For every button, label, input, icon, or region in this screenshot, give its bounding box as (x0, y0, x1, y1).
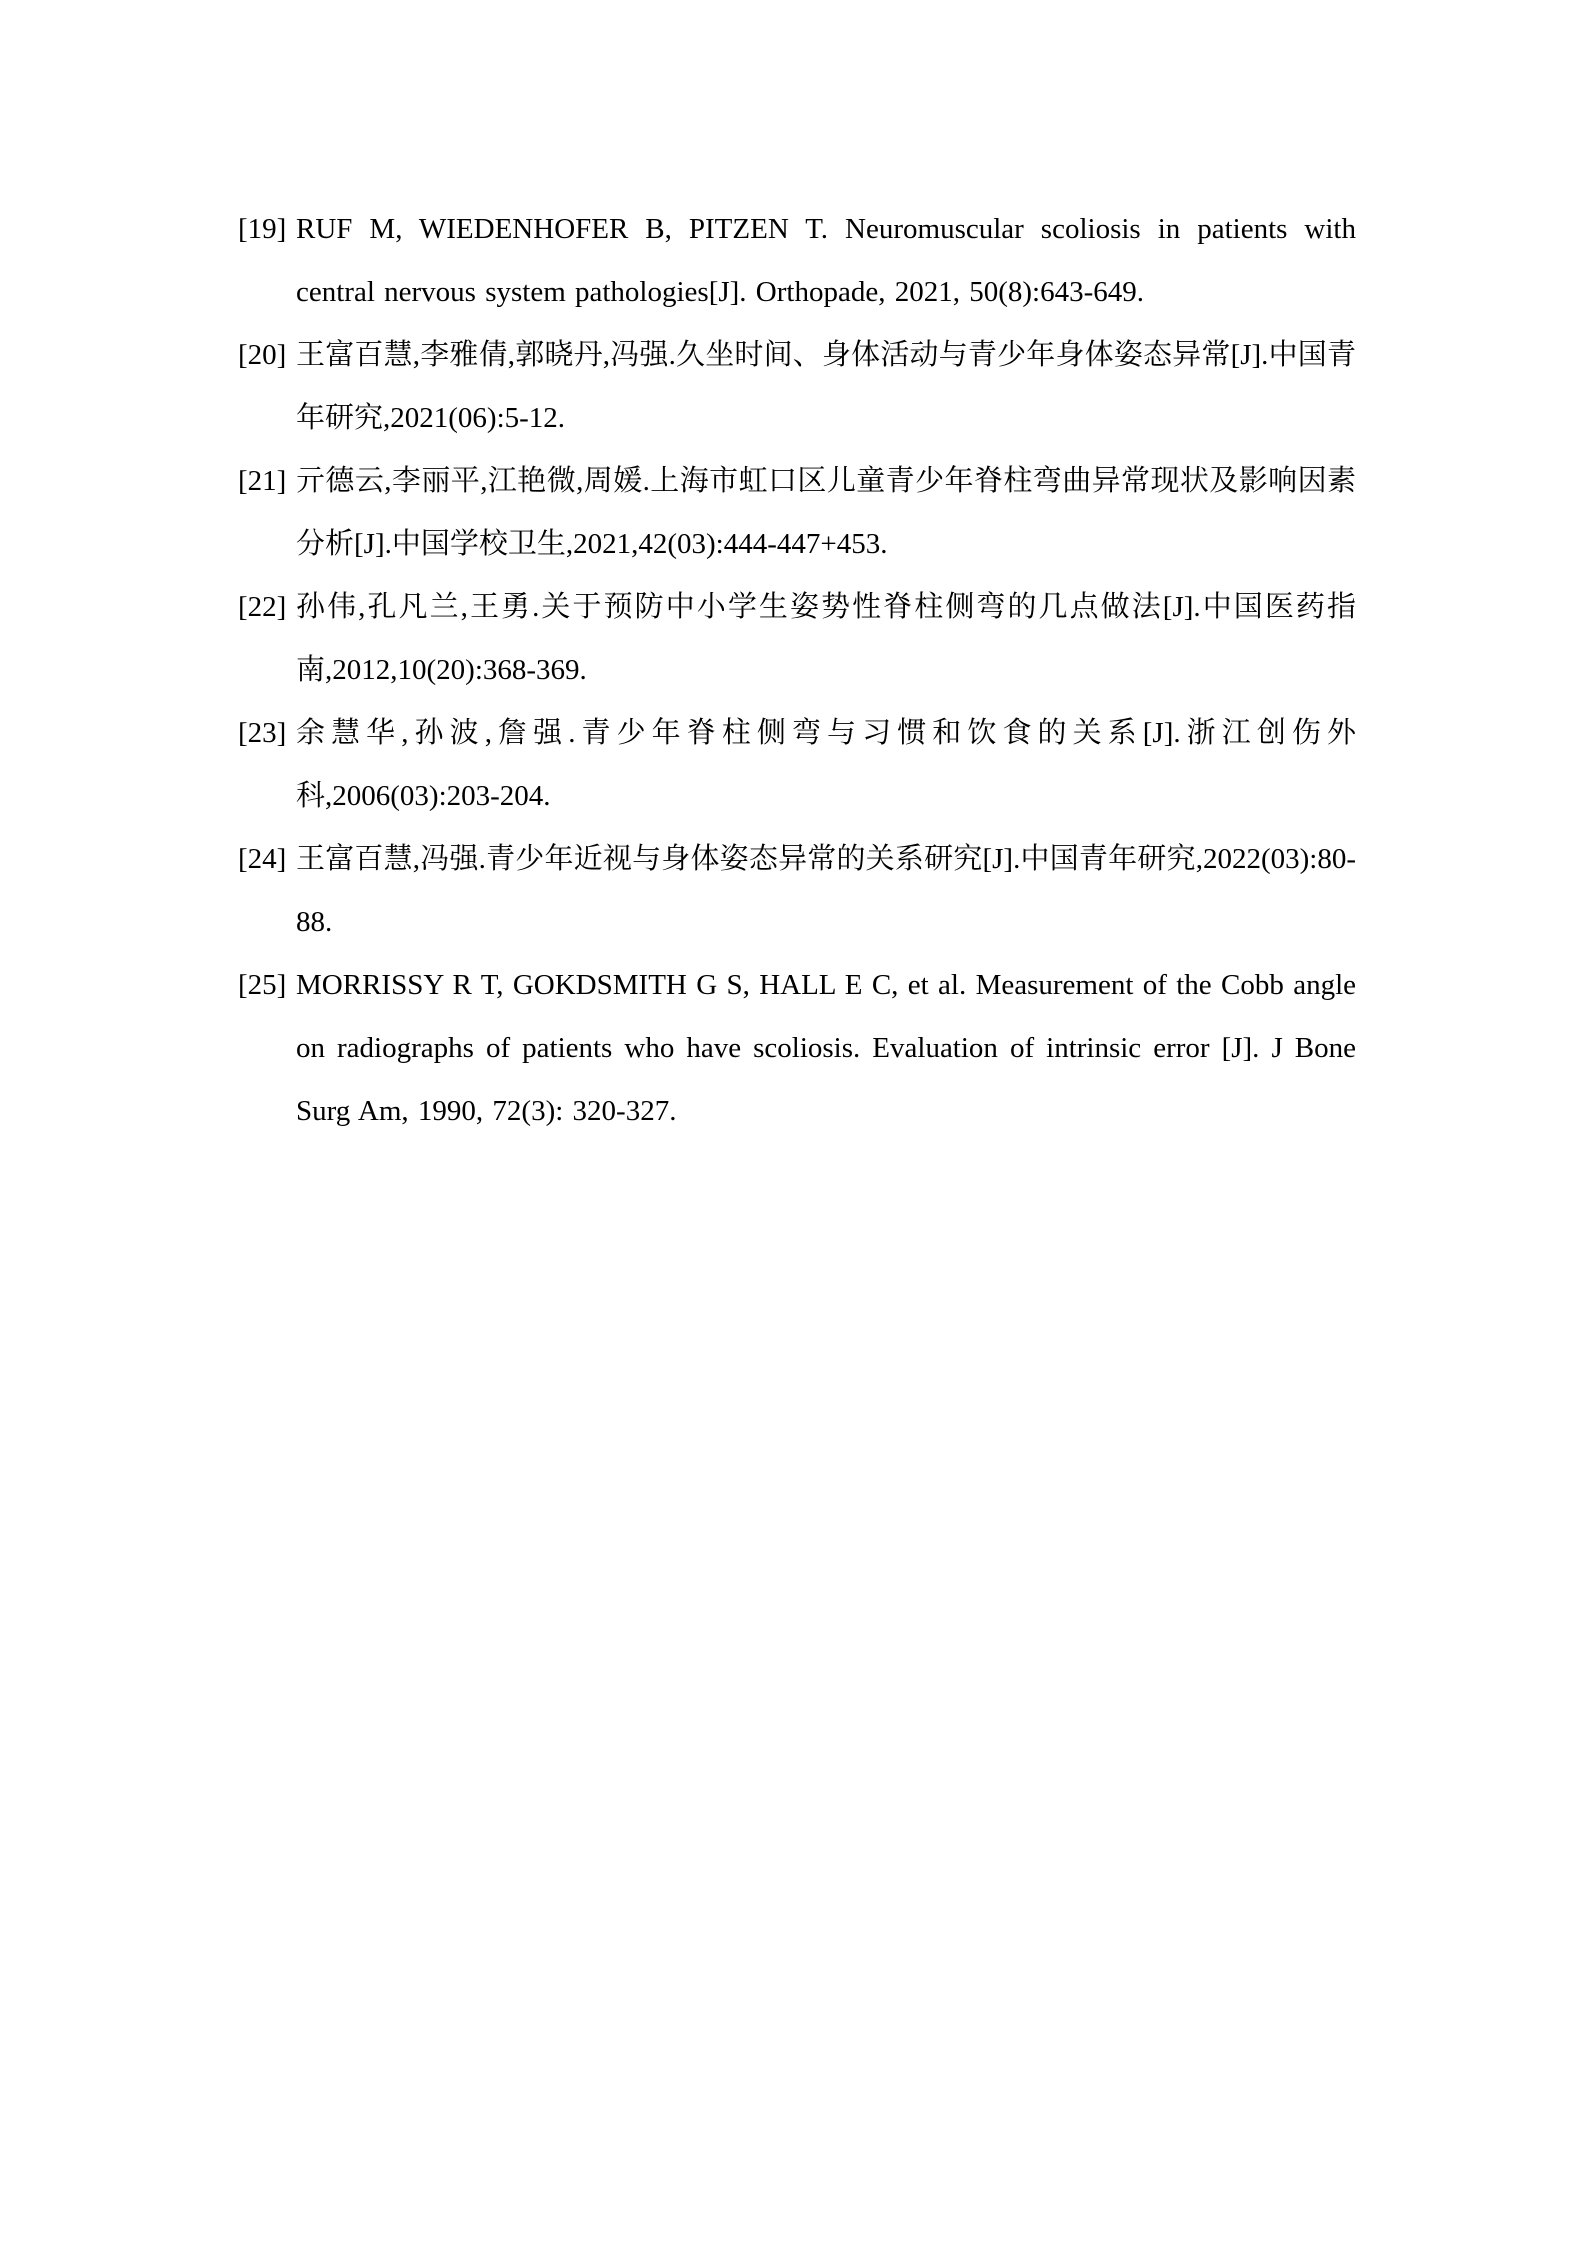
reference-number: [19] (238, 213, 287, 245)
reference-text: 王富百慧,李雅倩,郭晓丹,冯强.久坐时间、身体活动与青少年身体姿态异常[J].中国青年研究,2021(06):5-12. (296, 339, 1356, 434)
reference-text: 孙伟,孔凡兰,王勇.关于预防中小学生姿势性脊柱侧弯的几点做法[J].中国医药指南,2012,10(20):368-369. (296, 591, 1356, 686)
reference-number: [25] (238, 969, 287, 1001)
reference-text: RUF M, WIEDENHOFER B, PITZEN T. Neuromuscular scoliosis in patients with central nervous system pathologies[J]. Orthopade, 2021, 50(8):643-649. (296, 213, 1356, 308)
reference-number: [21] (238, 465, 287, 497)
reference-number: [24] (238, 843, 287, 875)
reference-item (238, 954, 1356, 1143)
reference-text: MORRISSY R T, GOKDSMITH G S, HALL E C, et al. Measurement of the Cobb angle on radiographs of patients who have scoliosis. Evaluation of intrinsic error [J]. J Bone Surg Am, 1990, 72(3): 320-327. (296, 969, 1356, 1127)
reference-text: 王富百慧,冯强.青少年近视与身体姿态异常的关系研究[J].中国青年研究,2022(03):80-88. (296, 843, 1356, 938)
reference-number: [22] (238, 591, 287, 623)
reference-item (238, 576, 1356, 702)
reference-number: [20] (238, 339, 287, 371)
reference-item (238, 324, 1356, 450)
reference-item (238, 702, 1356, 828)
reference-item (238, 198, 1356, 324)
reference-text: 亓德云,李丽平,江艳微,周媛.上海市虹口区儿童青少年脊柱弯曲异常现状及影响因素分析[J].中国学校卫生,2021,42(03):444-447+453. (296, 465, 1356, 560)
reference-number: [23] (238, 717, 287, 749)
reference-item (238, 450, 1356, 576)
reference-list (238, 198, 1356, 1143)
reference-text: 余慧华,孙波,詹强.青少年脊柱侧弯与习惯和饮食的关系[J].浙江创伤外科,2006(03):203-204. (296, 717, 1356, 812)
reference-item (238, 828, 1356, 954)
